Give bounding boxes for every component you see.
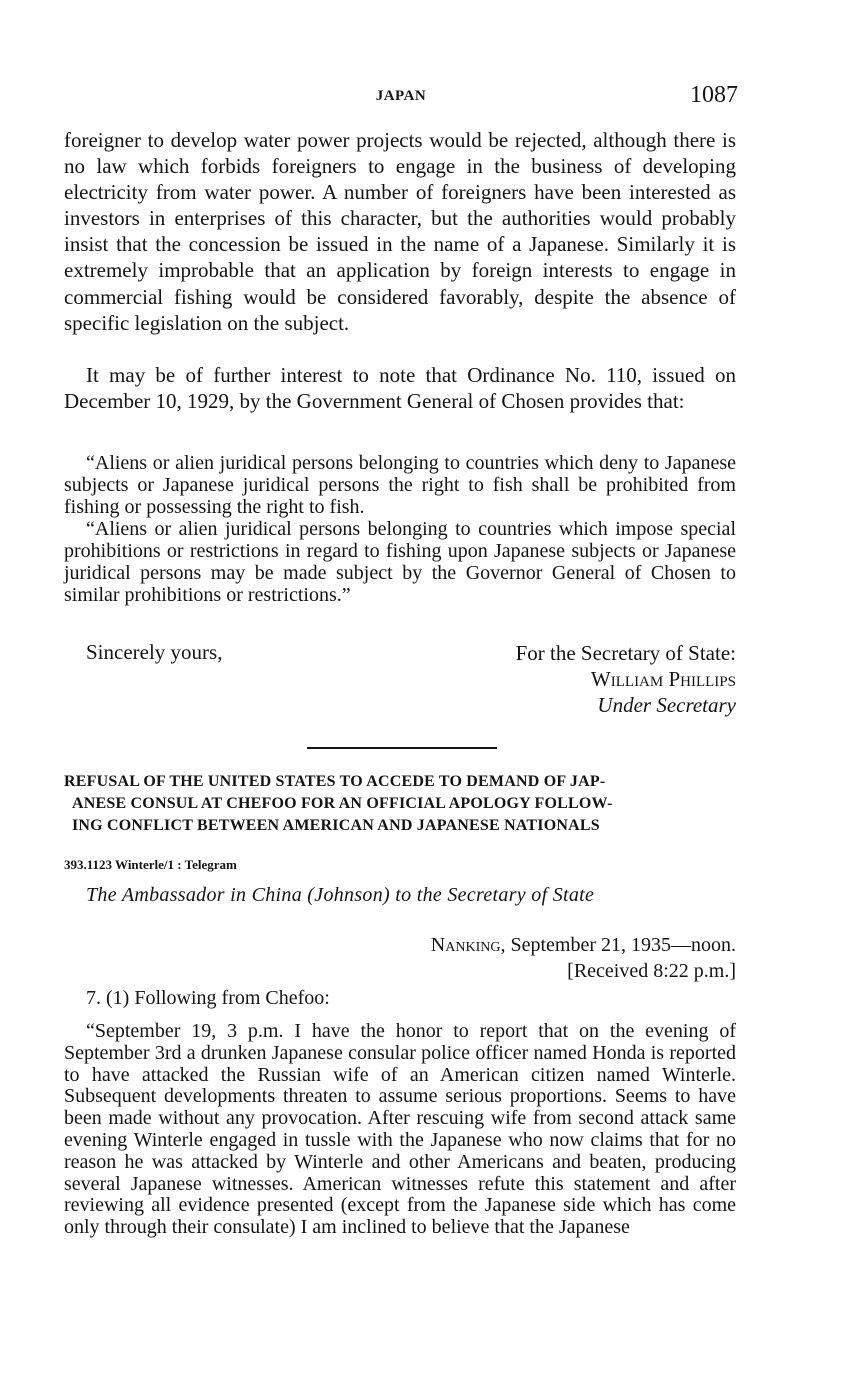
running-head: JAPAN (375, 88, 427, 104)
dateline (431, 932, 736, 984)
body-paragraph-1: foreigner to develop water power projects would be rejected, although there is no law which forbids foreigners to engage in the business of developing electricity from water power. A number of foreigners have been interested as investors in enterprises of this character, but the authorities would probably insist that the concession be issued in the name of a Japanese. Similarly it is extremely improbable that an application by foreign interests to engage in commercial fishing would be considered favorably, despite the absence of specific legislation on the subject. (64, 128, 736, 335)
signer-title: Under Secretary (597, 693, 736, 717)
page-number: 1087 (690, 82, 738, 108)
signer-name: William Phillips (590, 667, 736, 691)
received-line: [Received 8:22 p.m.] (567, 960, 736, 982)
telegram-paragraph-number: 7. (1) Following from Chefoo: (86, 987, 330, 1009)
caption-part-2: ) to the Secretary of State (383, 884, 595, 906)
signature-on-behalf: For the Secretary of State: (515, 641, 736, 665)
ordinance-quote-2: “Aliens or alien juridical persons belonging to countries which impose special prohibitions or restrictions in regard to fishing upon Japanese subjects or Japanese juridical persons may be made subject by the Governor General of Chosen to similar prohibitions or restrictions.” (64, 518, 736, 606)
place: Nanking (430, 934, 501, 956)
closing-salutation: Sincerely yours, (86, 640, 223, 664)
section-title-line-1: REFUSAL OF THE UNITED STATES TO ACCEDE TO DEMAND OF JAP- (64, 773, 606, 790)
caption-name: Johnson (314, 884, 384, 906)
body-paragraph-2: It may be of further interest to note that Ordinance No. 110, issued on December 10, 1929, by the Government General of Chosen provides that: (64, 363, 736, 414)
section-divider (307, 747, 497, 749)
document-caption (86, 884, 594, 907)
page-header (64, 82, 738, 112)
caption-part-1: The Ambassador in China ( (86, 884, 315, 906)
signature-block (516, 640, 736, 718)
section-title-line-3: ING CONFLICT BETWEEN AMERICAN AND JAPANESE NATIONALS (72, 817, 600, 834)
section-title (64, 771, 744, 837)
file-reference: 393.1123 Winterle/1 : Telegram (64, 857, 237, 872)
ordinance-quote-1: “Aliens or alien juridical persons belonging to countries which deny to Japanese subjects or Japanese juridical persons the right to fish shall be prohibited from fishing or possessing the right to fish. (64, 452, 736, 518)
place-date-line (431, 932, 736, 958)
date: , September 21, 1935—noon. (500, 934, 736, 956)
section-title-line-2: ANESE CONSUL AT CHEFOO FOR AN OFFICIAL APOLOGY FOLLOW- (72, 795, 613, 812)
telegram-text: “September 19, 3 p.m. I have the honor to report that on the evening of September 3rd a drunken Japanese consular police officer named Honda is reported to have attacked the Russian wife of an American citizen named Winterle. Subsequent developments threaten to assume serious proportions. Seems to have been made without any provocation. After rescuing wife from second attack same evening Winterle engaged in tussle with the Japanese who now claims that for no reason he was attacked by Winterle and other Americans and beaten, producing several Japanese witnesses. American witnesses refute this statement and after reviewing all evidence presented (except from the Japanese side which has come only through their consulate) I am inclined to believe that the Japanese (64, 1020, 736, 1239)
